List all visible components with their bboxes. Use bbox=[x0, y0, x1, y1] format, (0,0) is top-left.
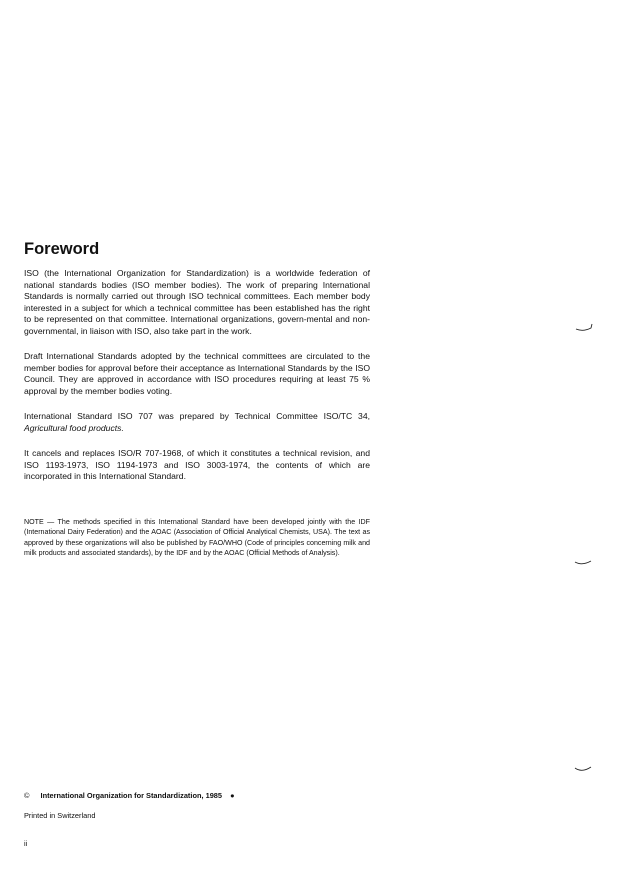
prepared-by-text: International Standard ISO 707 was prepared by Technical Committee ISO/TC 34, bbox=[24, 411, 370, 421]
margin-mark bbox=[575, 322, 593, 332]
paragraph-prepared-by bbox=[24, 411, 370, 434]
paragraph-cancels-replaces: It cancels and replaces ISO/R 707-1968, of which it constitutes a technical revision, and ISO 1193-1973, ISO 1194-1973 and ISO 3003-1974, the contents of which are incorporated in this International Standard. bbox=[24, 448, 370, 482]
printed-in: Printed in Switzerland bbox=[24, 811, 96, 820]
copyright-text: International Organization for Standardization, 1985 bbox=[40, 791, 223, 800]
paragraph-iso-intro: ISO (the International Organization for Standardization) is a worldwide federation of national standards bodies (ISO member bodies). The work of preparing International Standards is normally carried out through ISO technical committees. Each member body interested in a subject for which a technical committee has been established has the right to be represented on that committee. International organizations, govern-mental and non-governmental, in liaison with ISO, also take part in the work. bbox=[24, 268, 370, 336]
committee-title: Agricultural food products. bbox=[24, 422, 124, 433]
margin-mark bbox=[574, 764, 592, 774]
margin-mark bbox=[574, 557, 592, 567]
paragraph-draft-standards: Draft International Standards adopted by the technical committees are circulated to the member bodies for approval before their acceptance as International Standards by the ISO Council. They are approved in accordance with ISO procedures requiring at least 75 % approval by the member bodies voting. bbox=[24, 351, 370, 396]
copyright-symbol: © bbox=[24, 791, 30, 800]
bullet-icon: ● bbox=[230, 791, 235, 800]
note-block: NOTE — The methods specified in this International Standard have been developed jointly with the IDF (International Dairy Federation) and the AOAC (Association of Official Analytical Chemists, USA). The text as approved by these organizations will also be published by FAO/WHO (Code of principles concerning milk and milk products and associated standards), by the IDF and by the AOAC (Official Methods of Analysis). bbox=[24, 518, 370, 558]
foreword-heading: Foreword bbox=[24, 240, 100, 258]
page-number: ii bbox=[24, 839, 28, 848]
copyright-line bbox=[24, 791, 235, 800]
